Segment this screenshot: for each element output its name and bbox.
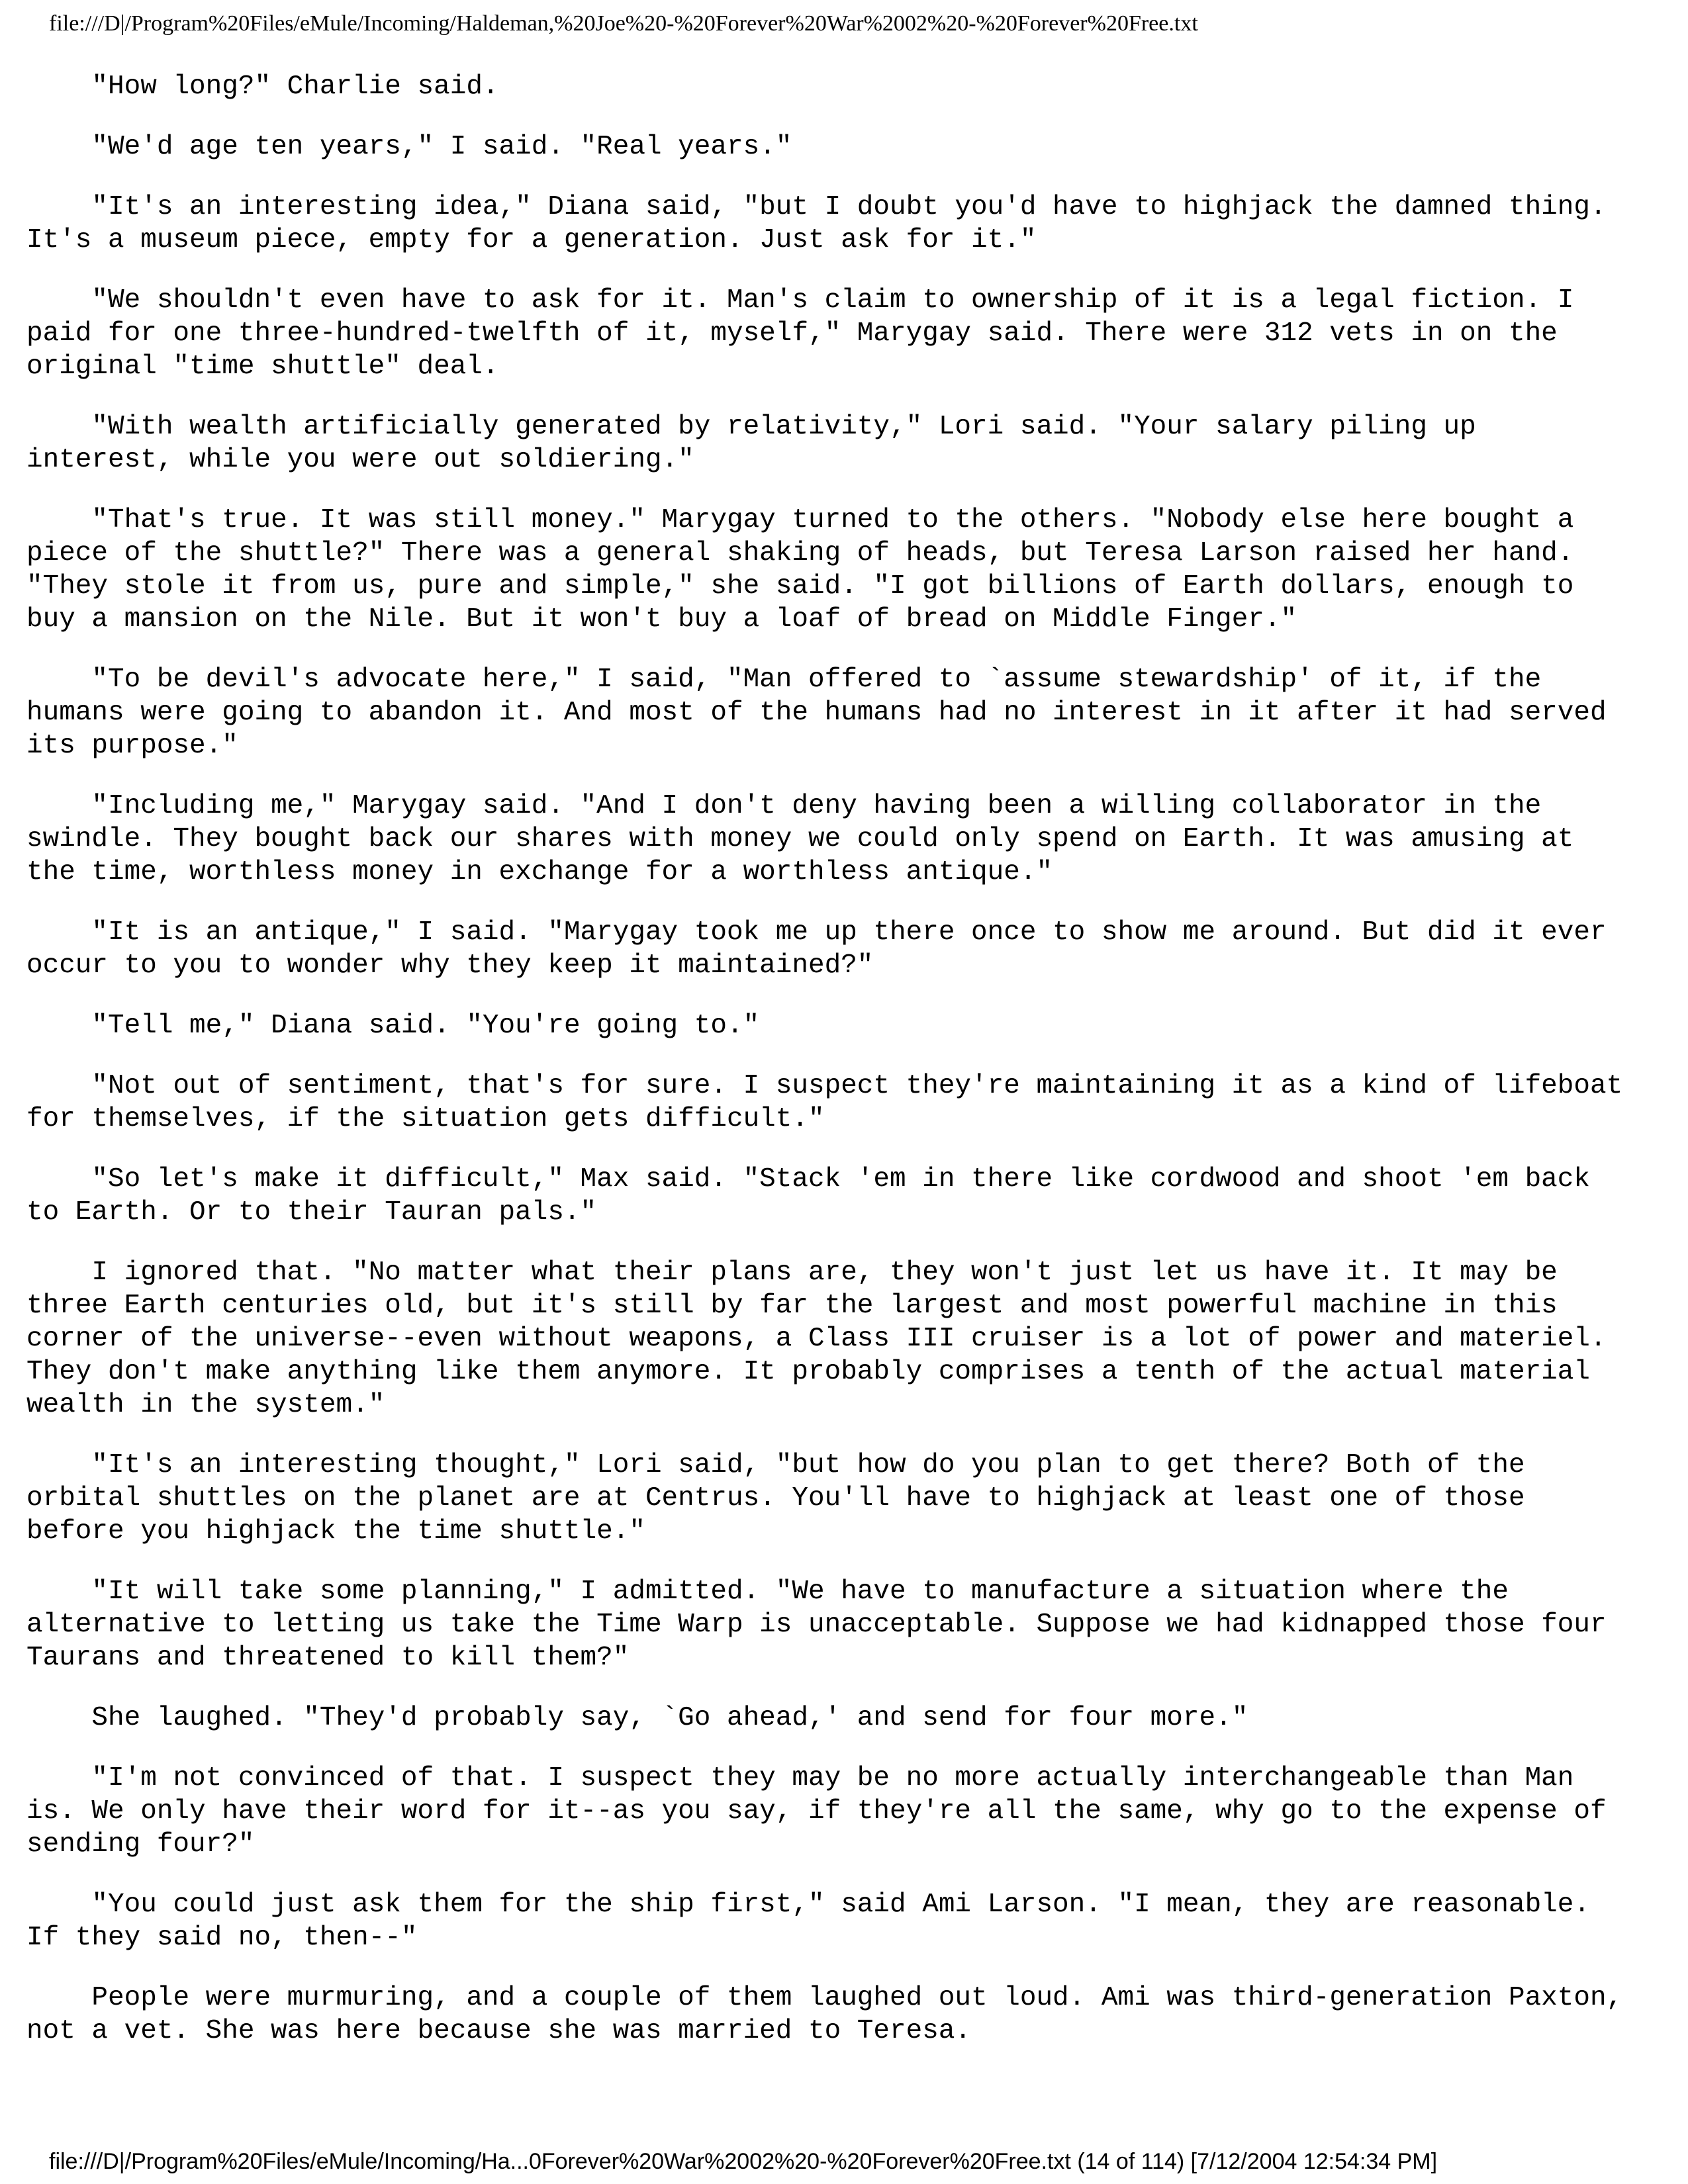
- paragraph: "You could just ask them for the ship first," said Ami Larson. "I mean, they are reasonable. If they said no, then--": [26, 1889, 1590, 1953]
- page-footer: file:///D|/Program%20Files/eMule/Incoming/Ha...0Forever%20War%2002%20-%20Forever%20Free.txt (14 of 114) [7/12/2004 12:54:34 PM]: [49, 2149, 1438, 2174]
- paragraph: "We'd age ten years," I said. "Real years.": [26, 132, 792, 162]
- paragraph: "With wealth artificially generated by relativity," Lori said. "Your salary piling up interest, while you were out soldiering.": [26, 412, 1476, 475]
- paragraph: "Not out of sentiment, that's for sure. I suspect they're maintaining it as a kind of lifeboat for themselves, if the situation gets difficult.": [26, 1071, 1623, 1134]
- paragraph: "It will take some planning," I admitted. "We have to manufacture a situation where the alternative to letting us take the Time Warp is unacceptable. Suppose we had kidnapped those four Taurans and threatened to kill them?": [26, 1576, 1607, 1673]
- page-header-url: file:///D|/Program%20Files/eMule/Incoming/Haldeman,%20Joe%20-%20Forever%20War%2002%20-%20Forever%20Free.txt: [49, 11, 1198, 36]
- paragraph: I ignored that. "No matter what their plans are, they won't just let us have it. It may be three Earth centuries old, but it's still by far the largest and most powerful machine in this corner of the universe--even without weapons, a Class III cruiser is a lot of power and materiel. They don't make anything like them anymore. It probably comprises a tenth of the actual material wealth in the system.": [26, 1257, 1607, 1420]
- paragraph: "It's an interesting thought," Lori said, "but how do you plan to get there? Both of the orbital shuttles on the planet are at Centrus. You'll have to highjack at least one of those before you highjack the time shuttle.": [26, 1450, 1525, 1547]
- paragraph: "That's true. It was still money." Marygay turned to the others. "Nobody else here bought a piece of the shuttle?" There was a general shaking of heads, but Teresa Larson raised her hand. "They stole it from us, pure and simple," she said. "I got billions of Earth dollars, enough to buy a mansion on the Nile. But it won't buy a loaf of bread on Middle Finger.": [26, 505, 1574, 635]
- paragraph: "It's an interesting idea," Diana said, "but I doubt you'd have to highjack the damned thing. It's a museum piece, empty for a generation. Just ask for it.": [26, 192, 1607, 255]
- paragraph: "So let's make it difficult," Max said. "Stack 'em in there like cordwood and shoot 'em back to Earth. Or to their Tauran pals.": [26, 1164, 1590, 1228]
- paragraph: "We shouldn't even have to ask for it. Man's claim to ownership of it is a legal fiction. I paid for one three-hundred-twelfth of it, myself," Marygay said. There were 312 vets in on the original "time shuttle" deal.: [26, 285, 1574, 382]
- paragraph: "To be devil's advocate here," I said, "Man offered to `assume stewardship' of it, if the humans were going to abandon it. And most of the humans had no interest in it after it had served its purpose.": [26, 664, 1607, 761]
- paragraph: "Tell me," Diana said. "You're going to.": [26, 1011, 760, 1041]
- paragraph: "Including me," Marygay said. "And I don't deny having been a willing collaborator in the swindle. They bought back our shares with money we could only spend on Earth. It was amusing at the time, worthless money in exchange for a worthless antique.": [26, 791, 1574, 887]
- document-body: [26, 70, 1662, 2075]
- paragraph: "How long?" Charlie said.: [26, 71, 499, 102]
- paragraph: People were murmuring, and a couple of them laughed out loud. Ami was third-generation Paxton, not a vet. She was here because she was married to Teresa.: [26, 1983, 1623, 2046]
- paragraph: She laughed. "They'd probably say, `Go ahead,' and send for four more.": [26, 1703, 1248, 1733]
- paragraph: "I'm not convinced of that. I suspect they may be no more actually interchangeable than Man is. We only have their word for it--as you say, if they're all the same, why go to the expense of sending four?": [26, 1763, 1607, 1860]
- paragraph: "It is an antique," I said. "Marygay took me up there once to show me around. But did it ever occur to you to wonder why they keep it maintained?": [26, 917, 1607, 981]
